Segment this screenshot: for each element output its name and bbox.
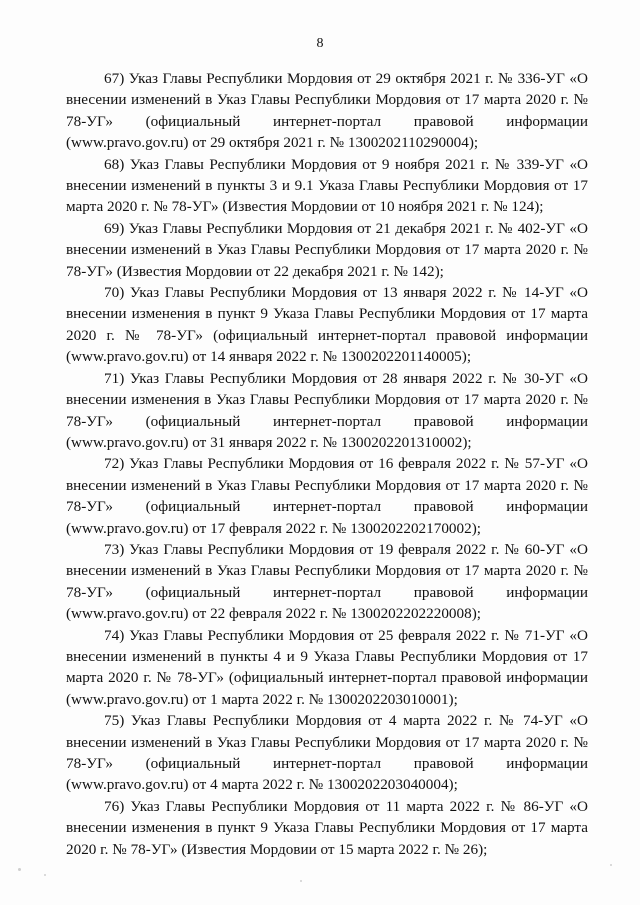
list-item-67: 67) Указ Главы Республики Мордовия от 29 октября 2021 г. № 336-УГ «О внесении изменений в Указ Главы Республики Мордовия от 17 марта 2020 г. № 78-УГ» (официальный интернет-портал правовой информации (www.pravo.gov.ru) от 29 октября 2021 г. № 1300202110290004); bbox=[66, 70, 588, 152]
list-item-73: 73) Указ Главы Республики Мордовия от 19 февраля 2022 г. № 60-УГ «О внесении изменений в Указ Главы Республики Мордовия от 17 марта 2020 г. № 78-УГ» (официальный интернет-портал правовой информации (www.pravo.gov.ru) от 22 февраля 2022 г. № 1300202202220008); bbox=[66, 540, 588, 623]
list-item-75: 75) Указ Главы Республики Мордовия от 4 марта 2022 г. № 74-УГ «О внесении изменений в Указ Главы Республики Мордовия от 17 марта 2020 г. № 78-УГ» (официальный интернет-портал правовой информации (www.pravo.gov.ru) от 4 марта 2022 г. № 1300202203040004); bbox=[66, 712, 588, 794]
scan-artifact bbox=[300, 880, 302, 882]
list-item-69: 69) Указ Главы Республики Мордовия от 21 декабря 2021 г. № 402-УГ «О внесении изменений в Указ Главы Республики Мордовия от 17 марта 2020 г. № 78-УГ» (Известия Мордовии от 22 декабря 2021 г. № 142); bbox=[66, 219, 588, 280]
page-number: 8 bbox=[316, 36, 324, 51]
scan-artifact bbox=[44, 874, 46, 876]
scan-artifact bbox=[18, 868, 21, 871]
list-item-71: 71) Указ Главы Республики Мордовия от 28 января 2022 г. № 30-УГ «О внесении изменения в Указ Главы Республики Мордовия от 17 марта 2020 г. № 78-УГ» (официальный интернет-портал правовой информации (www.pravo.gov.ru) от 31 января 2022 г. № 1300202201310002); bbox=[66, 369, 588, 451]
decree-list bbox=[66, 68, 588, 860]
list-item-72: 72) Указ Главы Республики Мордовия от 16 февраля 2022 г. № 57-УГ «О внесении изменений в Указ Главы Республики Мордовия от 17 марта 2020 г. № 78-УГ» (официальный интернет-портал правовой информации (www.pravo.gov.ru) от 17 февраля 2022 г. № 1300202202170002); bbox=[66, 455, 588, 537]
scan-artifact bbox=[610, 864, 612, 866]
list-item-68: 68) Указ Главы Республики Мордовия от 9 ноября 2021 г. № 339-УГ «О внесении изменений в пункты 3 и 9.1 Указа Главы Республики Мордовия от 17 марта 2020 г. № 78-УГ» (Известия Мордовии от 10 ноября 2021 г. № 124); bbox=[66, 155, 588, 216]
list-item-74: 74) Указ Главы Республики Мордовия от 25 февраля 2022 г. № 71-УГ «О внесении изменений в пункты 4 и 9 Указа Главы Республики Мордовия от 17 марта 2020 г. № 78-УГ» (официальный интернет-портал правовой информации (www.pravo.gov.ru) от 1 марта 2022 г. № 1300202203010001); bbox=[66, 626, 588, 708]
list-item-76: 76) Указ Главы Республики Мордовия от 11 марта 2022 г. № 86-УГ «О внесении изменения в пункт 9 Указа Главы Республики Мордовия от 17 марта 2020 г. № 78-УГ» (Известия Мордовии от 15 марта 2022 г. № 26); bbox=[66, 797, 588, 858]
list-item-70: 70) Указ Главы Республики Мордовия от 13 января 2022 г. № 14-УГ «О внесении изменения в пункт 9 Указа Главы Республики Мордовия от 17 марта 2020 г. № 78-УГ» (официальный интернет-портал правовой информации (www.pravo.gov.ru) от 14 января 2022 г. № 1300202201140005); bbox=[66, 284, 588, 366]
